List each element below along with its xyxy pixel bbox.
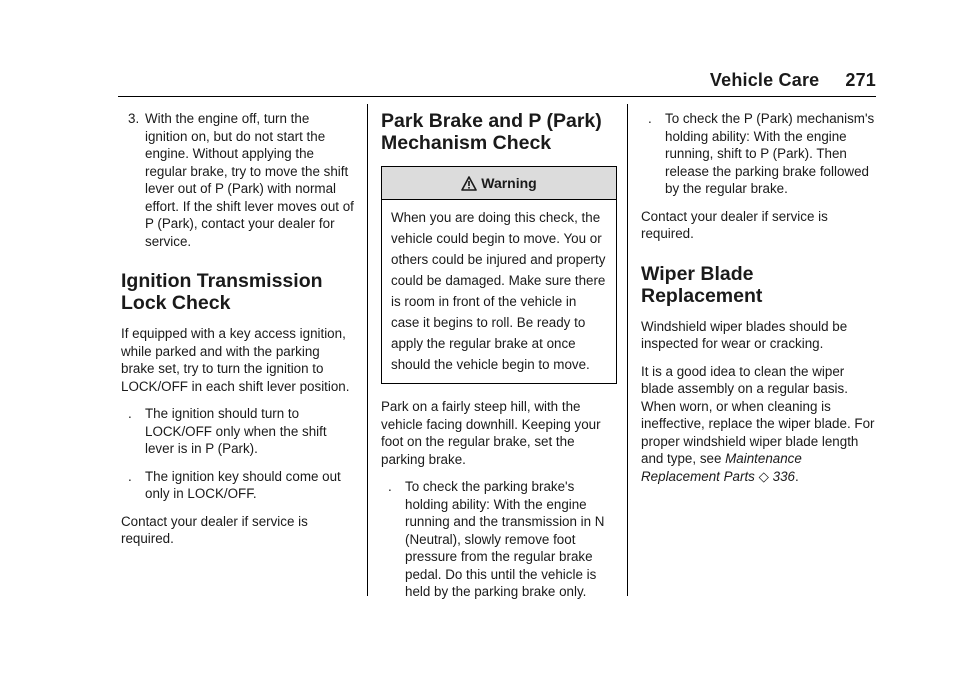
- bullet-marker: .: [388, 479, 392, 494]
- step-number: 3.: [128, 111, 140, 126]
- page-header: [0, 70, 876, 91]
- list-item: [121, 405, 355, 458]
- header-rule: [118, 96, 876, 97]
- park-brake-heading: Park Brake and P (Park) Mechanism Check: [381, 110, 602, 154]
- bullet-marker: .: [128, 468, 132, 484]
- wiper-p1: Windshield wiper blades should be inspected for wear or cracking.: [641, 318, 848, 351]
- wiper-heading: Wiper Blade Replacement: [641, 262, 763, 307]
- list-item: [381, 478, 617, 601]
- bullet-marker: .: [648, 111, 652, 126]
- warning-title: Warning: [481, 175, 537, 191]
- warning-box: [381, 166, 617, 384]
- ignition-contact: Contact your dealer if service is required.: [121, 513, 308, 546]
- bullet-text: To check the P (Park) mechanism's holding ability: With the engine running, shift to P (Park). Then release the parking brake followed by the regular brake.: [665, 111, 875, 196]
- maintenance-parts-link[interactable]: Maintenance Replacement Parts: [641, 451, 802, 484]
- bullet-text: The ignition key should come out only in LOCK/OFF.: [145, 468, 341, 501]
- bullet-marker: .: [128, 406, 132, 421]
- column-divider-1: [367, 104, 368, 596]
- ignition-intro: If equipped with a key access ignition, while parked and with the parking brake set, try to turn the ignition to LOCK/OFF in each shift lever position.: [121, 326, 350, 394]
- step-3: [121, 110, 355, 250]
- page-number: 271: [845, 70, 876, 90]
- wiper-p2: [641, 363, 877, 486]
- column-3: [641, 110, 877, 495]
- page-ref-number[interactable]: 336: [772, 468, 795, 484]
- wiper-p2-text: It is a good idea to clean the wiper blade assembly on a regular basis. When worn, or when cleaning is ineffective, replace the wiper blade. For proper windshield wiper blade length and type, see: [641, 363, 875, 466]
- warning-triangle-icon: [461, 170, 477, 202]
- page-ref-icon: ◇: [758, 468, 769, 484]
- step-text: With the engine off, turn the ignition on, but do not start the engine. Without applying the regular brake, try to move the shift lever out of P (Park) with normal effort. If the shift lever moves out of P (Park), contact your dealer for service.: [145, 111, 354, 249]
- column-divider-2: [627, 104, 628, 596]
- list-item: [641, 110, 877, 198]
- park-brake-intro: Park on a fairly steep hill, with the vehicle facing downhill. Keeping your foot on the regular brake, set the parking brake.: [381, 399, 601, 467]
- warning-header: [382, 167, 616, 200]
- park-contact: Contact your dealer if service is required.: [641, 208, 828, 241]
- bullet-text: The ignition should turn to LOCK/OFF only when the shift lever is in P (Park).: [145, 406, 327, 456]
- warning-text: When you are doing this check, the vehicle could begin to move. You or others could be injured and property could be damaged. Make sure there is room in front of the vehicle in case it begins to roll. Be ready to apply the regular brake at once should the vehicle begin to move.: [391, 210, 606, 372]
- column-1: [121, 110, 355, 558]
- period: .: [795, 468, 799, 484]
- section-title: Vehicle Care: [709, 70, 820, 90]
- ignition-heading: Ignition Transmission Lock Check: [121, 270, 323, 314]
- column-2: [381, 110, 617, 611]
- bullet-text: To check the parking brake's holding ability: With the engine running and the transmission in N (Neutral), slowly remove foot pressure from the regular brake pedal. Do this until the vehicle is held by the parking brake only.: [405, 479, 605, 599]
- list-item: [121, 468, 355, 503]
